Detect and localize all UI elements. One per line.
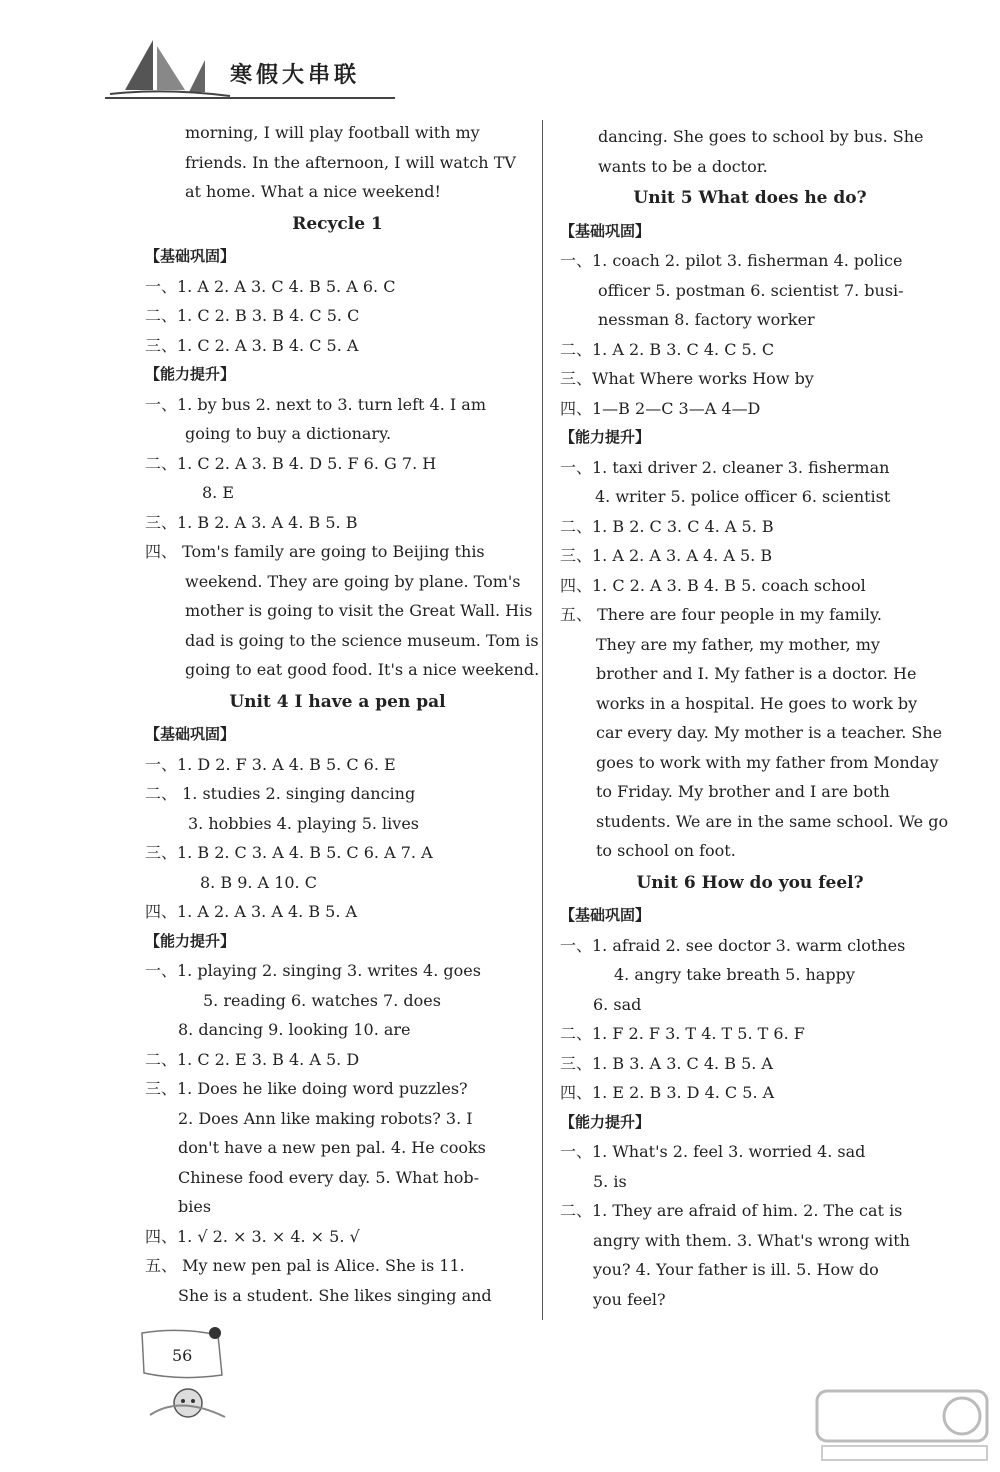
answer-line: goes to work with my father from Monday [596, 752, 939, 772]
answer-line: going to eat good food. It's a nice weekend. [185, 660, 540, 679]
answer-line: 二、1. F 2. F 3. T 4. T 5. T 6. F [560, 1024, 805, 1043]
basic-label: 【基础巩固】 [560, 221, 651, 240]
header-rule [105, 97, 395, 99]
answer-line: 四、 Tom's family are going to Beijing this [145, 542, 485, 561]
answer-line: car every day. My mother is a teacher. She [596, 723, 943, 742]
answer-line: 二、1. A 2. B 3. C 4. C 5. C [560, 339, 775, 359]
answer-line: don't have a new pen pal. 4. He cooks [178, 1138, 486, 1157]
answer-line: weekend. They are going by plane. Tom's [185, 571, 521, 591]
answer-line: 8. B 9. A 10. C [200, 872, 317, 892]
section-title-unit4: Unit 4 I have a pen pal [229, 691, 446, 712]
answer-line: officer 5. postman 6. scientist 7. busi- [598, 280, 904, 300]
answer-line: 三、1. B 2. C 3. A 4. B 5. C 6. A 7. A [145, 843, 433, 862]
page-number: 56 [172, 1346, 193, 1365]
answer-line: 三、1. Does he like doing word puzzles? [145, 1079, 468, 1098]
answer-line: 一、1. D 2. F 3. A 4. B 5. C 6. E [145, 754, 396, 774]
answer-line: 3. hobbies 4. playing 5. lives [188, 813, 419, 833]
section-title-unit5: Unit 5 What does he do? [633, 188, 867, 208]
answer-line: 4. angry take breath 5. happy [614, 965, 855, 984]
answer-line: They are my father, my mother, my [596, 634, 880, 654]
column-divider [542, 120, 543, 1320]
section-title-unit6: Unit 6 How do you feel? [636, 872, 864, 893]
intro-text [145, 118, 530, 207]
basic-label: 【基础巩固】 [560, 906, 651, 924]
answer-line: 三、1. C 2. A 3. B 4. C 5. A [145, 335, 359, 355]
left-column [145, 118, 540, 1310]
answer-line: 一、1. by bus 2. next to 3. turn left 4. I am [145, 394, 486, 414]
answer-line: nessman 8. factory worker [598, 310, 815, 329]
section-title-recycle1: Recycle 1 [292, 213, 383, 234]
answer-line: 二、 1. studies 2. singing dancing [145, 784, 416, 803]
cartoon-child-icon [140, 1325, 230, 1420]
advanced-label: 【能力提升】 [145, 365, 236, 383]
text-line: dancing. She goes to school by bus. She [598, 127, 924, 146]
answer-line: 五、 There are four people in my family. [560, 605, 883, 624]
answer-line: 一、1. playing 2. singing 3. writes 4. goes [145, 961, 481, 980]
answer-line: 四、1. A 2. A 3. A 4. B 5. A [145, 902, 358, 921]
answer-line: angry with them. 3. What's wrong with [593, 1230, 910, 1250]
answer-line: She is a student. She likes singing and [178, 1285, 492, 1305]
answer-line: dad is going to the science museum. Tom is [185, 630, 539, 650]
answer-line: 6. sad [593, 994, 642, 1014]
answer-line: you? 4. Your father is ill. 5. How do [593, 1260, 879, 1279]
answer-line: 四、1. E 2. B 3. D 4. C 5. A [560, 1083, 775, 1102]
answer-line: 一、1. A 2. A 3. C 4. B 5. A 6. C [145, 276, 396, 296]
right-column [560, 122, 949, 1314]
answer-line: to Friday. My brother and I are both [596, 782, 890, 801]
answer-line: to school on foot. [596, 841, 736, 860]
watermark-logo [812, 1386, 992, 1466]
advanced-label: 【能力提升】 [145, 931, 236, 950]
answer-line: 二、1. They are afraid of him. 2. The cat is [560, 1201, 903, 1220]
sailboat-icon [105, 30, 235, 100]
answer-line: you feel? [593, 1289, 666, 1309]
answer-line: 一、1. afraid 2. see doctor 3. warm clothes [560, 935, 906, 955]
answer-line: works in a hospital. He goes to work by [596, 693, 918, 713]
answer-line: 三、1. B 2. A 3. A 4. B 5. B [145, 512, 358, 532]
answer-line: 5. reading 6. watches 7. does [203, 990, 441, 1010]
answer-line: 5. is [593, 1171, 627, 1191]
answer-line: Chinese food every day. 5. What hob- [178, 1167, 480, 1187]
answer-line: students. We are in the same school. We go [596, 811, 949, 831]
answer-line: 三、1. B 3. A 3. C 4. B 5. A [560, 1053, 773, 1073]
advanced-label: 【能力提升】 [560, 428, 651, 446]
page-header [95, 30, 395, 110]
answer-line: 二、1. C 2. E 3. B 4. A 5. D [145, 1049, 360, 1069]
header-title: 寒假大串联 [230, 62, 361, 88]
answer-line: 二、1. B 2. C 3. C 4. A 5. B [560, 516, 774, 536]
advanced-label: 【能力提升】 [560, 1112, 651, 1131]
answer-line: 8. dancing 9. looking 10. are [178, 1020, 411, 1039]
answer-line: 二、1. C 2. A 3. B 4. D 5. F 6. G 7. H [145, 453, 437, 473]
answer-line: 一、1. coach 2. pilot 3. fisherman 4. police [560, 251, 903, 270]
answer-line: 三、What Where works How by [560, 369, 814, 388]
basic-label: 【基础巩固】 [145, 725, 236, 743]
answer-line: 五、 My new pen pal is Alice. She is 11. [145, 1256, 465, 1275]
answer-line: 一、1. taxi driver 2. cleaner 3. fisherman [560, 457, 890, 477]
answer-line: 二、1. C 2. B 3. B 4. C 5. C [145, 306, 360, 325]
text-line: at home. What a nice weekend! [185, 182, 441, 201]
answer-line: 四、1. C 2. A 3. B 4. B 5. coach school [560, 575, 866, 595]
answer-line: 四、1—B 2—C 3—A 4—D [560, 398, 761, 418]
answer-line: 四、1. √ 2. × 3. × 4. × 5. √ [145, 1226, 360, 1246]
text-line: morning, I will play football with my [185, 123, 480, 142]
answer-line: bies [178, 1197, 212, 1216]
text-line: wants to be a doctor. [598, 156, 768, 176]
answer-line: 一、1. What's 2. feel 3. worried 4. sad [560, 1142, 866, 1161]
answer-line: 4. writer 5. police officer 6. scientist [595, 487, 891, 506]
answer-line: 8. E [202, 483, 235, 502]
answer-line: mother is going to visit the Great Wall. His [185, 601, 533, 620]
answer-line: going to buy a dictionary. [185, 424, 392, 443]
text-line: friends. In the afternoon, I will watch TV [185, 152, 516, 172]
answer-line: 2. Does Ann like making robots? 3. I [178, 1108, 473, 1128]
answer-line: 三、1. A 2. A 3. A 4. A 5. B [560, 546, 773, 565]
answer-line: brother and I. My father is a doctor. He [596, 664, 917, 683]
basic-label: 【基础巩固】 [145, 247, 236, 265]
